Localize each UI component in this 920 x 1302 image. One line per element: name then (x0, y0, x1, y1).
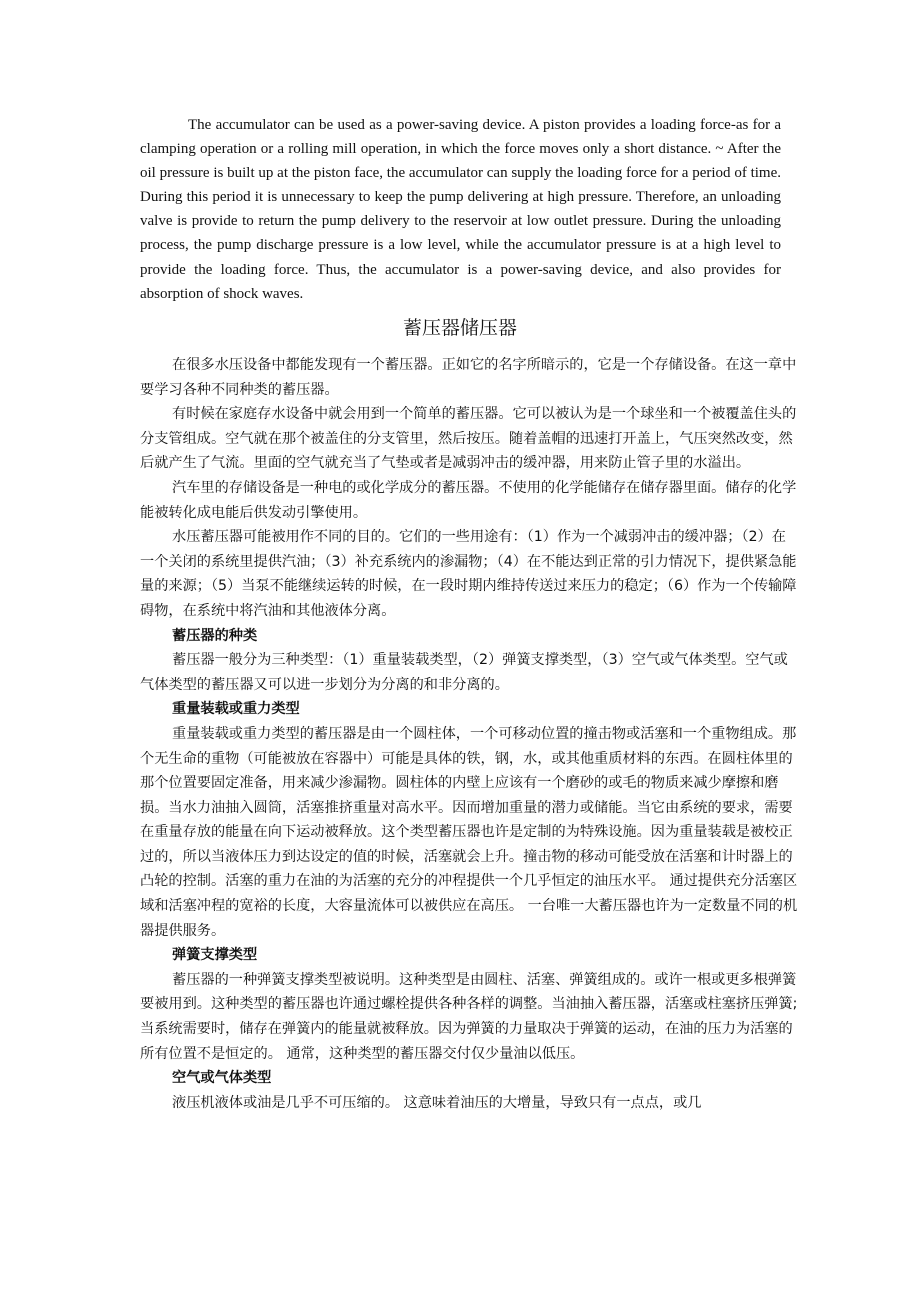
paragraph-line: 因而增加重量的潜力或储能。当它由系统的要求，需要在重量存放的能量在向下运动被释放。 (140, 799, 793, 841)
english-line: low level, while the accumulator pressure is at a high level to provide the loading force. Thus, the (140, 237, 781, 278)
paragraph-line: 这个类型蓄压器也许是定制的为特殊设施。因为重量装载是被校正过的，所以当液体压力到 (140, 824, 793, 865)
paragraph-line: 达设定的值的时候，活塞就会上升。撞击物的移动可能受放在活塞和计时器上的凸轮的控制。 (140, 848, 793, 890)
english-line: force-as for a clamping operation or a rolling mill operation, in which the force moves only a short (140, 117, 781, 158)
body-paragraph (140, 402, 800, 476)
paragraph-line: 水压蓄压器可能被用作不同的目的。它们的一些用途有：（1）作为一个减弱冲击的缓冲 (172, 529, 714, 546)
body-paragraph (140, 648, 800, 697)
body-paragraph (140, 353, 800, 402)
paragraph-line: 过来压力的稳定；（6）作为一个传输障碍物，在系统中将汽油和其他液体分离。 (140, 578, 797, 619)
section-heading: 蓄压器的种类 (172, 627, 258, 644)
english-line: The accumulator can be used as a power-saving device. A piston provides a loading (188, 117, 701, 133)
english-paragraph (140, 113, 781, 306)
english-paragraph-text (140, 113, 781, 306)
paragraph-line: 开盖上，气压突然改变，然后就产生了气流。里面的空气就充当了气垫或者是减弱冲击的缓 (140, 430, 793, 472)
paragraph-line: 汽车里的存储设备是一种电的或化学成分的蓄压器。不使用的化学能储存在储存器里面。 (172, 479, 726, 496)
paragraph-line: 引力情况下，提供紧急能量的来源；（5）当泵不能继续运转的时候，在一段时期内维持传送 (140, 553, 797, 595)
body-paragraph (140, 968, 800, 1066)
paragraph-line: 一定数量不同的机器提供服务。 (140, 898, 798, 939)
paragraph-line: 冲器，用来防止管子里的水溢出。 (537, 455, 751, 472)
paragraph-line: 蓄压器的一种弹簧支撑类型被说明。这种类型是由圆柱、活塞、弹簧组成的。或许一根 (172, 971, 712, 988)
section-heading: 弹簧支撑类型 (172, 947, 258, 964)
english-line: reservoir at low outlet pressure. During the unloading process, the pump discharge pressure is a (140, 213, 782, 254)
paragraph-line: 在很多水压设备中都能发现有一个蓄压器。正如它的名字所暗示的，它是一个存储设备。 (172, 357, 726, 373)
english-line: accumulator is a power-saving device, and also provides for absorption of shock waves. (140, 261, 781, 302)
body-paragraph (140, 1091, 800, 1116)
paragraph-line: 器；（2）在一个关闭的系统里提供汽油；（3）补充系统内的渗漏物；（4）在不能达到正常的 (140, 529, 786, 570)
paragraph-line: 材料的东西。在圆柱体里的那个位置要固定准备，用来减少渗漏物。圆柱体的内壁上应该有 (140, 750, 793, 792)
chinese-body (140, 353, 800, 1115)
paragraph-line: 一个磨砂的或毛的物质来减少摩擦和磨损。当水力油抽入圆筒，活塞推挤重量对高水平。 (140, 775, 779, 816)
paragraph-line: 蓄压器一般分为三种类型：（1）重量装载类型，（2）弹簧支撑类型，（3）空气或气体类 (172, 652, 717, 669)
body-paragraph (140, 525, 800, 623)
section-heading: 空气或气体类型 (172, 1070, 272, 1087)
section-heading: 重量装载或重力类型 (172, 701, 300, 718)
paragraph-line: 压器，活塞或柱塞挤压弹簧; 当系统需要时，储存在弹簧内的能量就被释放。因为弹簧的力 (140, 996, 798, 1038)
paragraph-line: 重量装载或重力类型的蓄压器是由一个圆柱体，一个可移动位置的撞击物或活塞和一个 (172, 725, 712, 742)
paragraph-line: 重物组成。那个无生命的重物（可能被放在容器中）可能是具体的铁，钢，水，或其他重质 (140, 725, 797, 767)
body-paragraph (140, 722, 800, 943)
page-title: 蓄压器储压器 (402, 317, 517, 339)
english-line: at high pressure. Therefore, an unloading valve is provide to return the pump delivery to the (140, 189, 781, 230)
paragraph-line: 液压机液体或油是几乎不可压缩的。 这意味着油压的大增量，导致只有一点点，或几 (172, 1094, 702, 1111)
english-line: distance. ~ After the oil pressure is built up at the piston face, the accumulator can supply the (140, 141, 782, 182)
paragraph-line: 活塞的重力在油的为活塞的充分的冲程提供一个几乎恒定的油压水平。 通过提供充分活塞 (225, 873, 783, 890)
paragraph-line: 型。空气或气体类型的蓄压器又可以进一步划分为分离的和非分离的。 (140, 652, 788, 693)
paragraph-line: 量取决于弹簧的运动，在油的压力为活塞的所有位置不是恒定的。 通常，这种类型的蓄压 (140, 1021, 793, 1062)
paragraph-line: 或更多根弹簧要被用到。这种类型的蓄压器也许通过螺栓提供各种各样的调整。当油抽入蓄 (140, 971, 797, 1013)
english-line: loading force for a period of time. During this period it is unnecessary to keep the pump delivering (140, 165, 781, 206)
paragraph-line: 区域和活塞冲程的宽裕的长度，大容量流体可以被供应在高压。 一台唯一大蓄压器也许为 (140, 873, 798, 915)
paragraph-line: 被覆盖住头的分支管组成。空气就在那个被盖住的分支管里，然后按压。随着盖帽的迅速打 (140, 406, 797, 447)
body-paragraph (140, 476, 800, 525)
paragraph-line: 储存的化学能被转化成电能后供发动引擎使用。 (140, 479, 797, 521)
paragraph-line: 在这一章中要学习各种不同种类的蓄压器。 (140, 357, 797, 398)
paragraph-line: 有时候在家庭存水设备中就会用到一个简单的蓄压器。它可以被认为是一个球坐和一个 (172, 406, 712, 423)
paragraph-line: 器交付仅少量油以低压。 (428, 1045, 585, 1062)
